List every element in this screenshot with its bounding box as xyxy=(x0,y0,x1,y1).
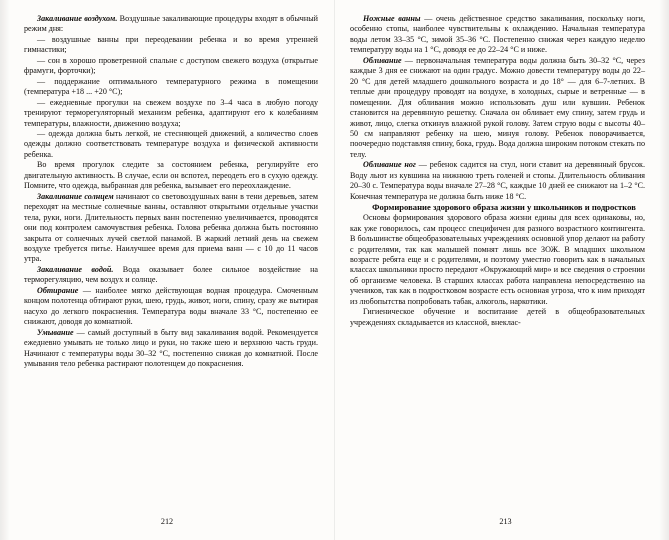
paragraph xyxy=(24,328,318,370)
paragraph xyxy=(24,35,318,56)
paragraph xyxy=(24,160,318,191)
paragraph xyxy=(24,98,318,129)
paragraph-text: — одежда должна быть легкой, не стесняющей движений, а количество слоев одежды должно соответствовать температуре воздуха и физической активности ребенка. xyxy=(24,128,318,159)
page-edge-shading xyxy=(0,0,10,540)
page-number-left: 212 xyxy=(160,517,174,526)
paragraph-text: — первоначальная температура воды должна быть 30–32 °C, через каждые 3 дня ее снижают на один градус. Можно довести температуру воды до 22–20 °C для детей младшего дошкольного возраста и до 18° — для 6–7-летних. В теплые дни процедуру проводят на воздухе, в холодных, сырые и ветренные — в помещении. Для обливания можно использовать душ или кувшин. Ребенок становится на деревянную решетку. Сначала он обливает ему спину, затем грудь и живот, лицо, слегка откинув влажной рукой голову. Затем струю воды с высоты 40–50 см направляют ребенку на шею, минуя голову. Ребенок поворачивается, поочередно подставляя спину, бока, грудь. Вода должна широким потоком стекать по телу. xyxy=(350,55,645,159)
paragraph xyxy=(350,307,645,328)
section-heading: Формирование здорового образа жизни у школьников и подростков xyxy=(372,202,636,213)
paragraph-run-in-heading: Ножные ванны xyxy=(363,14,421,23)
paragraph xyxy=(24,286,318,328)
paragraph-text: Во время прогулок следите за состоянием ребенка, регулируйте его двигательную активность. В случае, если он вспотел, переодеть его в сухую одежду. Помните, что одежда, выбранная для ребенка, вызывает его переохлаждение. xyxy=(24,160,318,191)
paragraph-text: — поддержание оптимального температурного режима в помещении (температура +18 ... +20 °C); xyxy=(24,76,318,97)
paragraph xyxy=(24,129,318,160)
paragraph-text: — сон в хорошо проветренной спальне с доступом свежего воздуха (открытые фрамуги, форточки); xyxy=(24,55,318,76)
paragraph-text: — воздушные ванны при переодевании ребенка и во время утренней гимнастики; xyxy=(24,34,318,55)
paragraph xyxy=(350,213,645,307)
book-gutter xyxy=(334,0,335,540)
paragraph-run-in-heading: Обливание ног xyxy=(363,160,416,170)
paragraph-run-in-heading: Закаливание водой. xyxy=(37,264,114,274)
paragraph-text: Воздушные закаливающие процедуры входят в обычный режим дня: xyxy=(24,14,318,34)
paragraph xyxy=(24,77,318,98)
paragraph-text: Гигиеническое обучение и воспитание детей в общеобразовательных учреждениях складывается из классной, внеклас- xyxy=(350,307,645,327)
paragraph-run-in-heading: Обтирание xyxy=(37,285,79,295)
left-page-text-column xyxy=(24,14,318,369)
paragraph-text: начинают со световоздушных ванн в тени деревьев, затем переходят на местные солнечные ванны, оставляют открытыми отдельные участки тела, руки, ноги. Длительность первых ванн постепенно увеличивается, проводятся они под контролем самочувствия ребенка. Голова ребенка должна быть постоянно закрыта от солнечных лучей светлой панамой. В жаркий летний день на свежем воздухе требуется питье. Наилучшее время для приема ванн — с 10 до 11 часов утра. xyxy=(24,191,318,264)
paragraph-run-in-heading: Закаливание воздухом. xyxy=(37,14,118,23)
paragraph-run-in-heading: Умывание xyxy=(37,327,74,337)
left-page xyxy=(0,0,334,540)
paragraph-text: — очень действенное средство закаливания, поскольку ноги, особенно стопы, наиболее чувствительны к охлаждению. Начальная температура воды летом 33–35 °C, зимой 35–36 °C. Постепенно снижая через каждую неделю температуру воды на 1 °C, доводя ее до 22–24 °C и ниже. xyxy=(350,14,645,55)
paragraph xyxy=(350,14,645,56)
paragraph xyxy=(24,192,318,265)
paragraph xyxy=(24,56,318,77)
right-page xyxy=(334,0,669,540)
paragraph-text: — ежедневные прогулки на свежем воздухе по 3–4 часа в любую погоду тренируют терморегуляторный механизм ребенка, адаптируют его к колебаниям температуры, влажности, движению воздуха; xyxy=(24,97,318,128)
paragraph xyxy=(350,56,645,161)
paragraph-text: Основы формирования здорового образа жизни едины для всех одинаковы, но, как уже говорилось, сам процесс специфичен для разного возрастного контингента. В большинстве общеобразовательных учреждениях основной упор делают на работу с родителями, так как малышей помнят лишь все ЗОЖ. В младших школьном возрасте ребята еще и с родителями, и поэтому уместно говорить как в начальных классах школьники просто передают «Окружающий мир» и все сведения о строении об организме человека. В старших классах работа направлена непосредственно на учеников, так как в подростковом возрасте есть основная угроза, что к ним приходят из любопытства попробовать табак, алкоголь, наркотики. xyxy=(350,213,645,306)
paragraph-text: — наиболее мягко действующая водная процедура. Смоченным концом полотенца обтирают руки, шею, грудь, живот, ноги, спину, сразу же вытирая насухо до легкого покраснения. Температура воды вначале 33 °C, постепенно ее снижают, доводя до комнатной. xyxy=(24,285,318,327)
paragraph-run-in-heading: Закаливание солнцем xyxy=(37,191,114,201)
paragraph xyxy=(24,265,318,286)
page-edge-shading xyxy=(659,0,669,540)
paragraph xyxy=(350,160,645,202)
page-number-right: 213 xyxy=(499,517,512,526)
paragraph-text: — самый доступный в быту вид закаливания водой. Рекомендуется ежедневно умывать не только лицо и руки, но также шею и верхнюю часть груди. Начинают с температуры воды 30–32 °C, постепенно снижая до комнатной. После умывания тело ребенка растирают полотенцем до покраснения. xyxy=(24,327,318,368)
right-page-text-column xyxy=(350,14,645,328)
paragraph-text: — ребенок садится на стул, ноги ставит на деревянный брусок. Воду льют из кувшина на нижнюю треть голеней и стопы. Длительность обливания 20–30 с. Температура воды вначале 27–28 °C, каждые 10 дней ее снижают на 1–2 °C. Конечная температура не должна быть ниже 18 °C. xyxy=(350,160,645,201)
paragraph-run-in-heading: Обливание xyxy=(363,55,402,65)
paragraph-text: Вода оказывает более сильное воздействие на терморегуляцию, чем воздух и солнце. xyxy=(24,264,318,285)
paragraph xyxy=(24,14,318,35)
